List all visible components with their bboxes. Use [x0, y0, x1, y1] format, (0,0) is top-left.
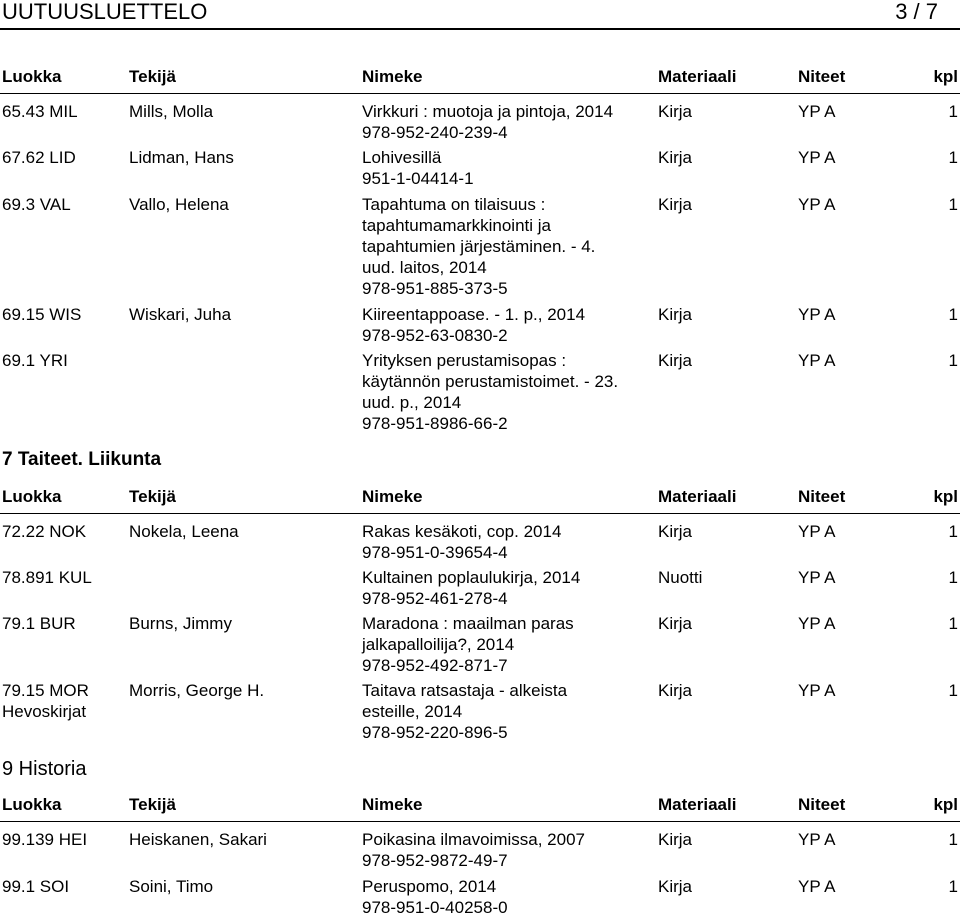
column-header-materiaali: Materiaali	[658, 67, 737, 86]
cell-niteet: YP A	[798, 102, 836, 121]
nimeke-line: 978-951-0-39654-4	[362, 543, 508, 562]
column-header-materiaali: Materiaali	[658, 795, 737, 814]
column-header-tekija: Tekijä	[129, 487, 176, 506]
column-header-nimeke: Nimeke	[362, 67, 423, 86]
nimeke-line: Taitava ratsastaja - alkeista	[362, 681, 568, 700]
cell-nimeke	[362, 101, 613, 143]
column-header-row	[0, 67, 960, 89]
column-header-luokka: Luokka	[2, 487, 62, 506]
nimeke-line: 978-951-0-40258-0	[362, 898, 508, 917]
cell-materiaali: Kirja	[658, 681, 693, 700]
nimeke-line: 978-952-220-896-5	[362, 723, 508, 742]
nimeke-line: 978-952-240-239-4	[362, 123, 508, 142]
cell-niteet: YP A	[798, 305, 836, 324]
column-header-tekija: Tekijä	[129, 67, 176, 86]
document-title: UUTUUSLUETTELO	[2, 0, 208, 24]
nimeke-line: 978-952-492-871-7	[362, 656, 508, 675]
column-header-luokka: Luokka	[2, 795, 62, 814]
cell-materiaali: Kirja	[658, 195, 693, 214]
column-header-row	[0, 795, 960, 817]
cell-luokka	[2, 567, 92, 588]
luokka-line: 99.1 SOI	[2, 877, 70, 896]
luokka-line: 67.62 LID	[2, 148, 76, 167]
cell-kpl: 1	[948, 522, 958, 541]
page-number: 3 / 7	[895, 0, 938, 24]
cell-kpl: 1	[948, 614, 958, 633]
cell-nimeke	[362, 194, 595, 299]
luokka-line: 79.15 MOR	[2, 681, 89, 700]
cell-luokka	[2, 521, 86, 542]
nimeke-line: uud. p., 2014	[362, 393, 462, 412]
section-title: 9 Historia	[2, 758, 87, 780]
column-header-nimeke: Nimeke	[362, 487, 423, 506]
nimeke-line: Lohivesillä	[362, 148, 442, 167]
section-title: 7 Taiteet. Liikunta	[2, 449, 162, 470]
cell-kpl: 1	[948, 681, 958, 700]
cell-nimeke	[362, 350, 618, 434]
cell-niteet: YP A	[798, 830, 836, 849]
nimeke-line: Maradona : maailman paras	[362, 614, 574, 633]
cell-luokka	[2, 194, 71, 215]
cell-kpl: 1	[948, 568, 958, 587]
nimeke-line: Yrityksen perustamisopas :	[362, 351, 567, 370]
cell-nimeke	[362, 521, 561, 563]
nimeke-line: 951-1-04414-1	[362, 169, 474, 188]
cell-luokka	[2, 350, 68, 371]
nimeke-line: tapahtumamarkkinointi ja	[362, 216, 551, 235]
column-header-kpl: kpl	[933, 795, 958, 814]
nimeke-line: Kiireentappoase. - 1. p., 2014	[362, 305, 586, 324]
cell-niteet: YP A	[798, 877, 836, 896]
cell-niteet: YP A	[798, 681, 836, 700]
cell-tekija: Nokela, Leena	[129, 522, 239, 541]
luokka-line: 65.43 MIL	[2, 102, 78, 121]
cell-tekija: Lidman, Hans	[129, 148, 234, 167]
column-header-kpl: kpl	[933, 67, 958, 86]
cell-kpl: 1	[948, 148, 958, 167]
cell-niteet: YP A	[798, 522, 836, 541]
title-divider	[0, 28, 960, 30]
nimeke-line: jalkapalloilija?, 2014	[362, 635, 515, 654]
nimeke-line: esteille, 2014	[362, 702, 463, 721]
header-divider	[0, 93, 960, 94]
luokka-line: 99.139 HEI	[2, 830, 88, 849]
cell-luokka	[2, 613, 76, 634]
cell-niteet: YP A	[798, 351, 836, 370]
cell-tekija: Mills, Molla	[129, 102, 214, 121]
cell-niteet: YP A	[798, 148, 836, 167]
nimeke-line: Peruspomo, 2014	[362, 877, 497, 896]
cell-kpl: 1	[948, 830, 958, 849]
luokka-line: 78.891 KUL	[2, 568, 92, 587]
cell-luokka	[2, 829, 87, 850]
nimeke-line: 978-952-461-278-4	[362, 589, 508, 608]
cell-tekija: Heiskanen, Sakari	[129, 830, 267, 849]
cell-nimeke	[362, 567, 580, 609]
luokka-line: 72.22 NOK	[2, 522, 87, 541]
cell-niteet: YP A	[798, 568, 836, 587]
cell-materiaali: Kirja	[658, 102, 693, 121]
nimeke-line: käytännön perustamistoimet. - 23.	[362, 372, 619, 391]
column-header-materiaali: Materiaali	[658, 487, 737, 506]
cell-niteet: YP A	[798, 195, 836, 214]
cell-materiaali: Kirja	[658, 351, 693, 370]
cell-tekija: Morris, George H.	[129, 681, 265, 700]
cell-kpl: 1	[948, 877, 958, 896]
nimeke-line: tapahtumien järjestäminen. - 4.	[362, 237, 596, 256]
column-header-niteet: Niteet	[798, 487, 846, 506]
cell-materiaali: Kirja	[658, 148, 693, 167]
column-header-niteet: Niteet	[798, 795, 846, 814]
nimeke-line: 978-952-9872-49-7	[362, 851, 508, 870]
cell-tekija: Vallo, Helena	[129, 195, 229, 214]
column-header-nimeke: Nimeke	[362, 795, 423, 814]
nimeke-line: 978-951-885-373-5	[362, 279, 508, 298]
column-header-kpl: kpl	[933, 487, 958, 506]
cell-tekija: Soini, Timo	[129, 877, 214, 896]
cell-niteet: YP A	[798, 614, 836, 633]
cell-nimeke	[362, 147, 474, 189]
nimeke-line: Poikasina ilmavoimissa, 2007	[362, 830, 585, 849]
nimeke-line: Kultainen poplaulukirja, 2014	[362, 568, 581, 587]
cell-materiaali: Kirja	[658, 305, 693, 324]
cell-nimeke	[362, 829, 585, 871]
column-header-tekija: Tekijä	[129, 795, 176, 814]
luokka-line: 69.3 VAL	[2, 195, 71, 214]
cell-kpl: 1	[948, 195, 958, 214]
column-header-luokka: Luokka	[2, 67, 62, 86]
cell-nimeke	[362, 613, 574, 676]
luokka-line: Hevoskirjat	[2, 702, 87, 721]
cell-nimeke	[362, 680, 567, 743]
cell-kpl: 1	[948, 305, 958, 324]
nimeke-line: Rakas kesäkoti, cop. 2014	[362, 522, 562, 541]
nimeke-line: Virkkuri : muotoja ja pintoja, 2014	[362, 102, 614, 121]
cell-luokka	[2, 680, 89, 722]
cell-materiaali: Nuotti	[658, 568, 703, 587]
cell-tekija: Burns, Jimmy	[129, 614, 232, 633]
cell-materiaali: Kirja	[658, 830, 693, 849]
cell-luokka	[2, 147, 76, 168]
cell-kpl: 1	[948, 351, 958, 370]
cell-luokka	[2, 101, 78, 122]
nimeke-line: uud. laitos, 2014	[362, 258, 487, 277]
cell-materiaali: Kirja	[658, 877, 693, 896]
column-header-row	[0, 487, 960, 509]
header-divider	[0, 513, 960, 514]
nimeke-line: 978-952-63-0830-2	[362, 326, 508, 345]
luokka-line: 69.1 YRI	[2, 351, 68, 370]
cell-materiaali: Kirja	[658, 614, 693, 633]
nimeke-line: 978-951-8986-66-2	[362, 414, 508, 433]
cell-kpl: 1	[948, 102, 958, 121]
cell-nimeke	[362, 876, 508, 918]
cell-luokka	[2, 304, 81, 325]
luokka-line: 79.1 BUR	[2, 614, 76, 633]
luokka-line: 69.15 WIS	[2, 305, 82, 324]
column-header-niteet: Niteet	[798, 67, 846, 86]
header-divider	[0, 821, 960, 822]
nimeke-line: Tapahtuma on tilaisuus :	[362, 195, 546, 214]
cell-nimeke	[362, 304, 585, 346]
cell-materiaali: Kirja	[658, 522, 693, 541]
cell-luokka	[2, 876, 69, 897]
cell-tekija: Wiskari, Juha	[129, 305, 232, 324]
